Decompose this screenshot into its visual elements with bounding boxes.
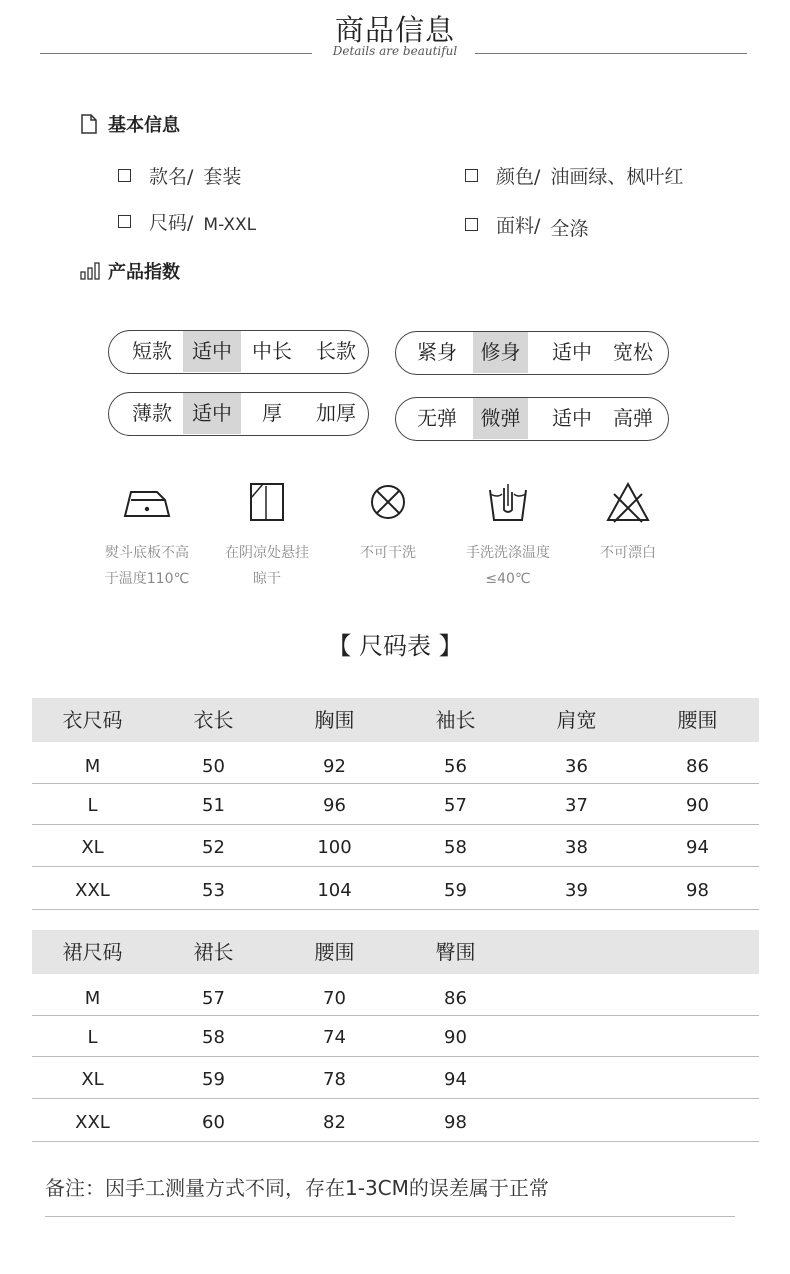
length-scale xyxy=(108,330,369,374)
table-cell: L xyxy=(87,795,98,816)
table-cell: M xyxy=(84,988,101,1009)
table-cell: 36 xyxy=(565,756,588,777)
note-divider xyxy=(45,1216,735,1217)
care-text: 晾干 xyxy=(253,571,281,587)
scale-option-selected: 适中 xyxy=(183,393,241,434)
checkbox-icon xyxy=(465,218,478,231)
table-header-cell: 臀围 xyxy=(435,940,476,964)
page-header xyxy=(0,0,790,70)
table-cell xyxy=(516,1099,637,1141)
table-header-cell: 肩宽 xyxy=(556,708,597,732)
care-text: ≤40℃ xyxy=(485,571,531,587)
scale-option-selected: 修身 xyxy=(473,332,528,373)
table-row xyxy=(32,825,759,867)
table-cell: 94 xyxy=(444,1069,467,1090)
thickness-scale xyxy=(108,392,369,436)
table-cell: 58 xyxy=(444,837,467,858)
table-cell xyxy=(516,1057,637,1098)
info-value: 套装 xyxy=(203,166,242,188)
scale-option: 紧身 xyxy=(417,340,457,364)
fit-scale xyxy=(395,331,669,375)
table-cell: 50 xyxy=(202,756,225,777)
table-row xyxy=(32,1016,759,1057)
scale-option: 中长 xyxy=(252,339,292,363)
table-cell: 57 xyxy=(202,988,225,1009)
table-cell: 37 xyxy=(565,795,588,816)
table-cell: L xyxy=(87,1027,98,1048)
info-label: 尺码/ xyxy=(149,212,194,234)
scale-option: 短款 xyxy=(132,339,172,363)
info-label: 款名/ xyxy=(149,166,194,188)
page-subtitle: Details are beautiful xyxy=(332,44,458,58)
care-iron xyxy=(87,480,207,592)
checkbox-icon xyxy=(118,215,131,228)
table-row xyxy=(32,1057,759,1099)
scale-option: 高弹 xyxy=(613,406,653,430)
scale-option: 适中 xyxy=(552,406,592,430)
scale-option: 加厚 xyxy=(316,401,356,425)
info-label: 颜色/ xyxy=(496,166,541,188)
table-cell: XXL xyxy=(75,1112,110,1133)
info-item-size xyxy=(118,208,256,235)
table-cell: 74 xyxy=(323,1027,346,1048)
info-item-color xyxy=(465,162,683,189)
table-cell: 90 xyxy=(686,795,709,816)
table-cell: 98 xyxy=(444,1112,467,1133)
table-header-cell: 胸围 xyxy=(314,708,355,732)
table-cell: 53 xyxy=(202,880,225,901)
care-text: 于温度110℃ xyxy=(104,571,190,587)
info-item-style-name xyxy=(118,162,241,189)
care-hang-dry xyxy=(207,480,327,592)
checkbox-icon xyxy=(118,169,131,182)
table-cell: 104 xyxy=(317,880,352,901)
table-cell: 60 xyxy=(202,1112,225,1133)
table-cell: 86 xyxy=(686,756,709,777)
table-cell: 98 xyxy=(686,880,709,901)
care-hand-wash xyxy=(448,480,568,592)
iron-icon xyxy=(117,480,177,526)
table-cell: 52 xyxy=(202,837,225,858)
top-size-table xyxy=(32,698,759,910)
scale-option-selected: 微弹 xyxy=(473,398,528,439)
info-value: 全涤 xyxy=(550,218,589,240)
skirt-size-table xyxy=(32,930,759,1142)
table-cell: XL xyxy=(81,1069,104,1090)
table-cell: 92 xyxy=(323,756,346,777)
scale-option-selected: 适中 xyxy=(183,331,241,372)
table-cell xyxy=(637,1016,758,1056)
table-cell: XL xyxy=(81,837,104,858)
table-cell: 96 xyxy=(323,795,346,816)
table-cell: 90 xyxy=(444,1027,467,1048)
table-cell xyxy=(637,1099,758,1141)
table-cell: M xyxy=(84,756,101,777)
care-text: 熨斗底板不高 xyxy=(105,545,189,561)
info-item-fabric xyxy=(465,208,588,241)
table-header xyxy=(32,698,759,742)
table-cell: 57 xyxy=(444,795,467,816)
info-value: 油画绿、枫叶红 xyxy=(550,166,684,188)
table-cell: 100 xyxy=(317,837,352,858)
care-no-dry-clean xyxy=(328,480,448,566)
table-cell: 86 xyxy=(444,988,467,1009)
care-text: 不可漂白 xyxy=(600,545,656,561)
table-header-cell: 衣长 xyxy=(193,708,234,732)
table-cell: XXL xyxy=(75,880,110,901)
hang-dry-shade-icon xyxy=(237,480,297,526)
checkbox-icon xyxy=(465,169,478,182)
table-cell: 59 xyxy=(202,1069,225,1090)
table-header-cell: 袖长 xyxy=(435,708,476,732)
basic-info-heading xyxy=(80,111,180,137)
no-dry-clean-icon xyxy=(358,480,418,526)
table-header-cell: 衣尺码 xyxy=(62,708,123,732)
table-cell xyxy=(516,1016,637,1056)
measurement-note: 备注：因手工测量方式不同，存在1-3CM的误差属于正常 xyxy=(45,1176,549,1200)
table-row xyxy=(32,784,759,825)
table-header-cell: 裙长 xyxy=(193,940,234,964)
product-index-heading-text: 产品指数 xyxy=(108,262,180,283)
table-cell xyxy=(516,974,637,1015)
document-icon xyxy=(80,114,100,134)
care-text: 在阴凉处悬挂 xyxy=(225,545,309,561)
table-header-cell: 腰围 xyxy=(677,708,718,732)
info-value: M-XXL xyxy=(203,214,257,235)
table-cell: 39 xyxy=(565,880,588,901)
product-index-heading xyxy=(80,258,180,284)
scale-option: 宽松 xyxy=(613,340,653,364)
table-header-cell xyxy=(637,930,758,974)
scale-option: 长款 xyxy=(316,339,356,363)
table-row xyxy=(32,1099,759,1142)
table-cell: 59 xyxy=(444,880,467,901)
table-cell xyxy=(637,1057,758,1098)
size-chart-title: 【 尺码表 】 xyxy=(327,632,463,660)
table-header-cell xyxy=(516,930,637,974)
table-cell: 58 xyxy=(202,1027,225,1048)
care-no-bleach xyxy=(568,480,688,566)
table-cell: 70 xyxy=(323,988,346,1009)
table-cell: 38 xyxy=(565,837,588,858)
basic-info-heading-text: 基本信息 xyxy=(108,115,180,136)
table-header xyxy=(32,930,759,974)
scale-option: 薄款 xyxy=(132,401,172,425)
scale-option: 无弹 xyxy=(417,406,457,430)
scale-option: 适中 xyxy=(552,340,592,364)
page-title: 商品信息 xyxy=(334,13,455,47)
table-cell: 82 xyxy=(323,1112,346,1133)
care-text: 手洗洗涤温度 xyxy=(466,545,550,561)
table-row xyxy=(32,742,759,784)
no-bleach-icon xyxy=(598,480,658,526)
table-cell: 56 xyxy=(444,756,467,777)
table-row xyxy=(32,974,759,1016)
care-text: 不可干洗 xyxy=(360,545,416,561)
table-cell: 78 xyxy=(323,1069,346,1090)
table-row xyxy=(32,867,759,910)
scale-option: 厚 xyxy=(262,401,282,425)
hand-wash-icon xyxy=(478,480,538,526)
elasticity-scale xyxy=(395,397,669,441)
table-cell: 51 xyxy=(202,795,225,816)
table-cell: 94 xyxy=(686,837,709,858)
table-cell xyxy=(637,974,758,1015)
table-header-cell: 裙尺码 xyxy=(62,940,123,964)
table-header-cell: 腰围 xyxy=(314,940,355,964)
bar-chart-icon xyxy=(80,261,100,281)
info-label: 面料/ xyxy=(496,215,541,237)
